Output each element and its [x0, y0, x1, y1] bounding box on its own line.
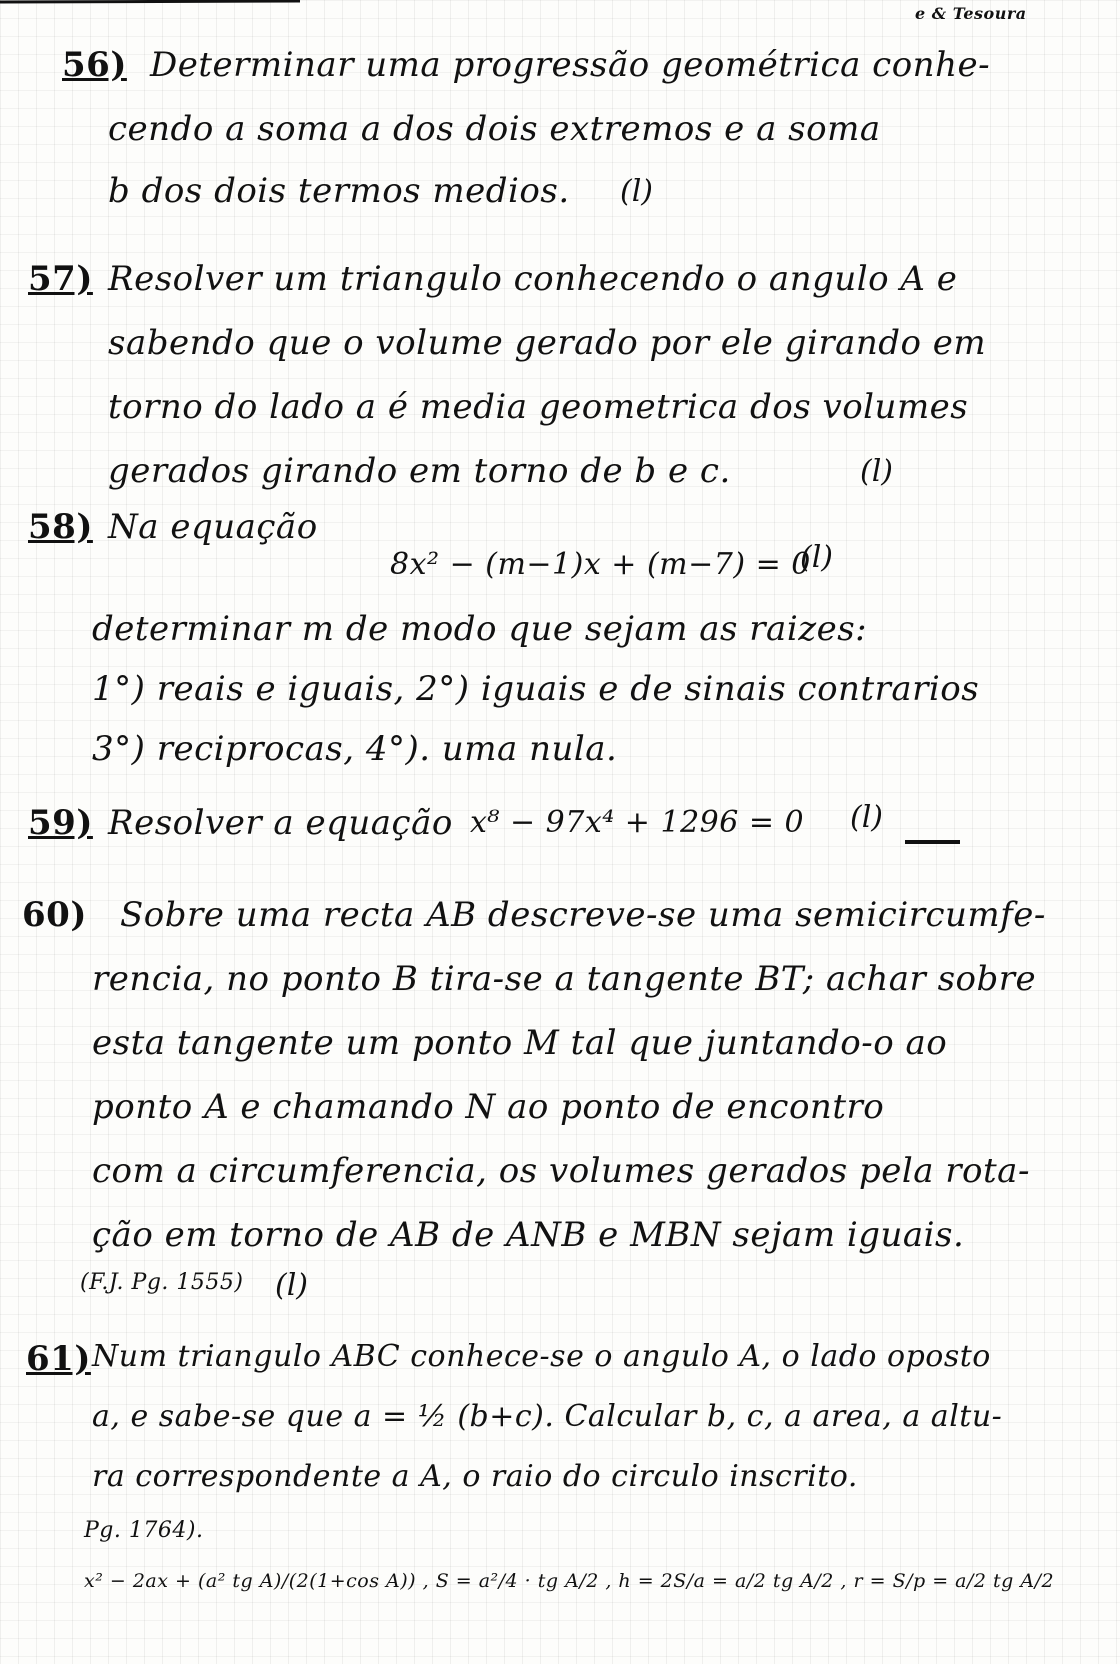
problem-60-line-3: esta tangente um ponto M tal que juntando-o ao	[92, 1023, 948, 1063]
problem-number-56: 56)	[62, 45, 127, 85]
problem-number-57: 57)	[28, 259, 93, 299]
problem-59-line-1: Resolver a equação	[108, 803, 453, 843]
problem-60-line-2: rencia, no ponto B tira-se a tangente BT; achar sobre	[92, 959, 1037, 999]
problem-57-mark: (l)	[860, 454, 894, 489]
problem-59-mark: (l)	[850, 800, 884, 835]
problem-57-line-2: sabendo que o volume gerado por ele girando em	[108, 323, 987, 363]
problem-number-61: 61)	[26, 1339, 91, 1379]
problem-61-note: Pg. 1764).	[84, 1518, 204, 1543]
problem-58-mark: (l)	[800, 540, 834, 575]
problem-61-line-3: ra correspondente a A, o raio do circulo inscrito.	[92, 1459, 858, 1494]
problem-60-line-5: com a circumferencia, os volumes gerados pela rota-	[92, 1151, 1030, 1191]
problem-58-line-1: Na equação	[108, 507, 318, 547]
problem-59-equation: x⁸ − 97x⁴ + 1296 = 0	[470, 805, 805, 840]
problem-59-underline-dash	[905, 840, 960, 844]
problem-number-58: 58)	[28, 507, 93, 547]
problem-60-line-1: Sobre uma recta AB descreve-se uma semicircumfe-	[120, 895, 1046, 935]
problem-56-mark: (l)	[620, 174, 654, 209]
problem-57-line-1: Resolver um triangulo conhecendo o angulo A e	[108, 259, 958, 299]
problem-57-line-3: torno do lado a é media geometrica dos volumes	[108, 387, 969, 427]
problem-number-59: 59)	[28, 803, 93, 843]
problem-58-line-3: 1°) reais e iguais, 2°) iguais e de sinais contrarios	[92, 669, 980, 709]
problem-56-line-1: Determinar uma progressão geométrica conhe-	[150, 45, 991, 85]
problem-60-mark: (l)	[275, 1268, 309, 1303]
problem-58-line-4: 3°) reciprocas, 4°). uma nula.	[92, 729, 618, 769]
problem-57-line-4: gerados girando em torno de b e c.	[108, 451, 731, 491]
corner-note: e & Tesoura	[915, 4, 1027, 23]
problem-61-line-2: a, e sabe-se que a = ½ (b+c). Calcular b, c, a area, a altu-	[92, 1399, 1003, 1434]
problem-58-equation: 8x² − (m−1)x + (m−7) = 0	[390, 547, 811, 582]
problem-56-line-3: b dos dois termos medios.	[108, 171, 570, 211]
problem-60-line-6: ção em torno de AB de ANB e MBN sejam iguais.	[92, 1215, 965, 1255]
problem-60-note: (F.J. Pg. 1555)	[80, 1270, 244, 1295]
problem-60-line-4: ponto A e chamando N ao ponto de encontro	[92, 1087, 885, 1127]
problem-58-line-2: determinar m de modo que sejam as raizes:	[92, 609, 868, 649]
problem-56-line-2: cendo a soma a dos dois extremos e a soma	[108, 109, 881, 149]
problem-61-line-1: Num triangulo ABC conhece-se o angulo A, o lado oposto	[92, 1339, 991, 1374]
problem-61-formula: x² − 2ax + (a² tg A)/(2(1+cos A)) , S = a²/4 · tg A/2 , h = 2S/a = a/2 tg A/2 , r = S/p = a/2 tg A/2	[84, 1570, 1055, 1592]
problem-number-60: 60)	[22, 895, 87, 935]
